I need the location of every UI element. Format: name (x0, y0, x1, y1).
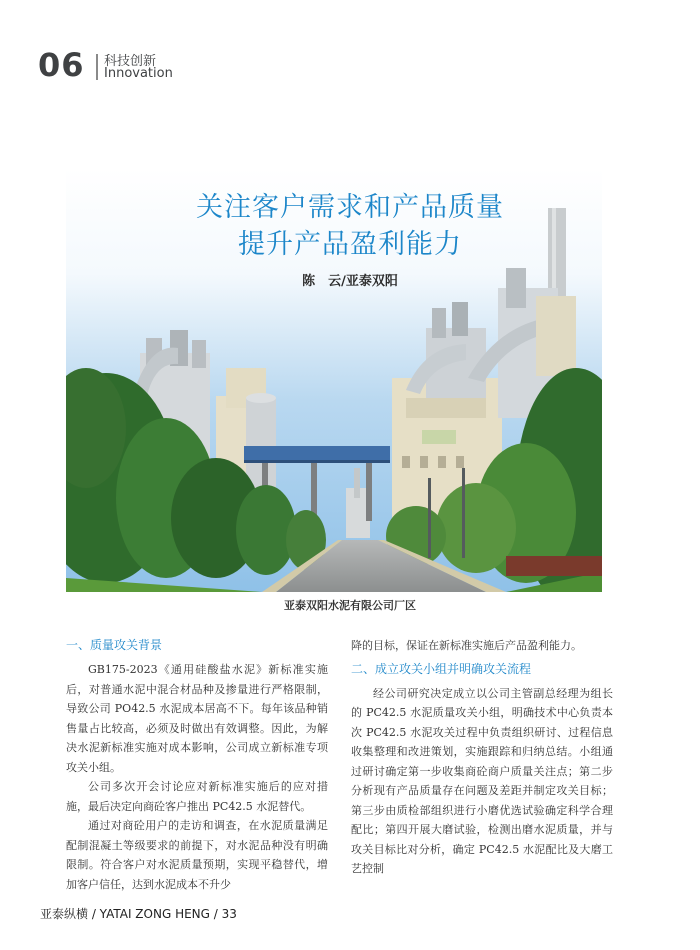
paragraph: 通过对商砼用户的走访和调查，在水泥质量满足配制混凝土等级要求的前提下，对水泥品种没有明确限制。符合客户对水泥质量预期，实现平稳替代，增加客户信任，达到水泥成本不升少 (66, 819, 328, 891)
photo-caption: 亚泰双阳水泥有限公司厂区 (284, 599, 416, 612)
section-name-en: Innovation (104, 66, 173, 81)
paragraph: 经公司研究决定成立以公司主管副总经理为组长的 PC42.5 水泥质量攻关小组，明确技术中心负责本次 PC42.5 水泥攻关过程中负责组织研讨、过程信息收集整理和改进策划，实施跟踪和归纳总结。小组通过研讨确定第一步收集商砼商户质量关注点；第二步分析现有产品质量存在问题及差距并制定攻关目标；第三步由质检部组织进行小磨优选试验确定科学合理配比；第四开展大磨试验，检测出磨水泥质量，并与攻关目标比对分析，确定 PC42.5 水泥配比及大磨工艺控制 (351, 686, 613, 875)
section-name-cn: 科技创新 (104, 54, 157, 69)
article-title-line-1: 关注客户需求和产品质量 (196, 192, 504, 223)
right-column (351, 636, 613, 879)
article-title-line-2: 提升产品盈利能力 (238, 229, 462, 260)
page-footer: 亚泰纵横 / YATAI ZONG HENG / 33 (40, 907, 237, 921)
header-divider (96, 54, 98, 80)
article-author: 陈 云/亚泰双阳 (302, 274, 398, 289)
paragraph: 公司多次开会讨论应对新标准实施后的应对措施，最后决定向商砼客户推出 PC42.5 水泥替代。 (66, 780, 328, 813)
paragraph-continuation: 降的目标，保证在新标准实施后产品盈利能力。 (351, 639, 582, 652)
section-heading: 一、质量攻关背景 (66, 638, 163, 652)
left-column (66, 636, 328, 894)
section-heading: 二、成立攻关小组并明确攻关流程 (351, 661, 532, 676)
paragraph: GB175-2023《通用硅酸盐水泥》新标准实施后，对普通水泥中混合材品种及掺量进行严格限制，导致公司 PO42.5 水泥成本居高不下。每年该品种销售量占比较高，必须及时做出有效调整。因此，为解决水泥新标准实施对成本影响，公司成立新标准专项攻关小组。 (66, 663, 328, 774)
section-number: 06 (38, 46, 85, 84)
